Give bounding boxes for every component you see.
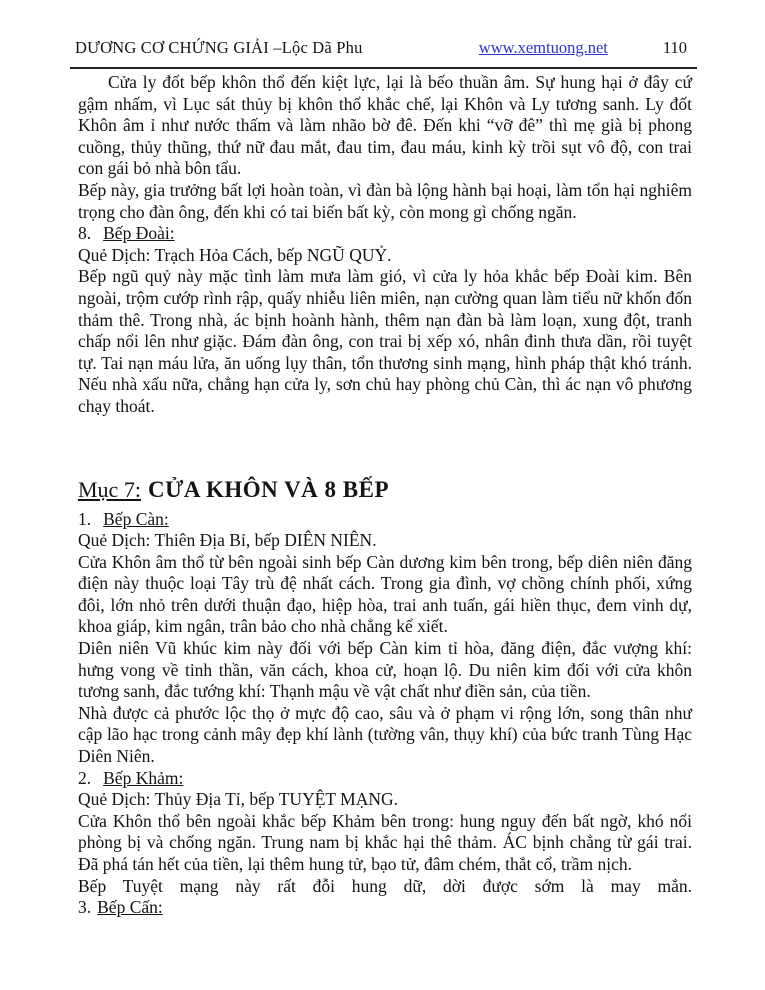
- paragraph-que-dich-ti: Quẻ Dịch: Thủy Địa Tỉ, bếp TUYỆT MẠNG.: [78, 789, 398, 810]
- website-link[interactable]: www.xemtuong.net: [478, 38, 608, 57]
- page-header: [75, 38, 687, 58]
- page-number: 110: [662, 38, 687, 57]
- paragraph-cua-khon-tho: Cửa Khôn thổ bên ngoài khắc bếp Khảm bên trong: hung nguy đến bất ngờ, khó nổi phòng bị và chống ngăn. Trung nam bị khắc hại thê thảm. ÁC bịnh chẳng từ gái trai. Đã phá tán hết của tiền, lại thêm hung tử, bạo tử, đâm chém, thắt cổ, trầm nịch.: [78, 810, 692, 874]
- subsection-label: Bếp Khảm:: [103, 767, 184, 788]
- subsection-label: Bếp Càn:: [103, 508, 169, 529]
- paragraph-bep-ngu-quy: Bếp ngũ quỷ này mặc tình làm mưa làm gió, vì cửa ly hỏa khắc bếp Đoài kim. Bên ngoài, trộm cướp rình rập, quấy nhiễu liên miên, nạn cường quan làm tiểu nữ khốn đốn thảm thê. Trong nhà, ác bịnh hoành hành, thêm nạn đàn bà làm loạn, xung đột, tranh chấp nổi lên như giặc. Đám đàn ông, con trai bị xếp xó, nhân đinh thưa dần, rồi tuyệt tự. Tai nạn máu lửa, ăn uống lụy thân, tổn thương sinh mạng, hình pháp thật khó tránh. Nếu nhà xấu nữa, chẳng hạn cửa ly, sơn chủ hay phòng chủ Càn, thì ác nạn vô phương chạy thoát.: [78, 266, 692, 416]
- section-prefix: Mục 7:: [78, 476, 141, 502]
- subsection-heading-bep-can-3: [78, 897, 692, 919]
- subsection-label: Bếp Cấn:: [97, 897, 163, 918]
- subsection-heading-bep-kham: [78, 768, 692, 790]
- subsection-number: 8.: [78, 223, 92, 244]
- subsection-number: 1.: [78, 508, 92, 529]
- document-body: [78, 69, 692, 919]
- document-title: DƯƠNG CƠ CHỨNG GIẢI –Lộc Dã Phu: [75, 38, 363, 57]
- section-title: CỬA KHÔN VÀ 8 BẾP: [147, 476, 390, 502]
- subsection-label: Bếp Đoài:: [103, 223, 175, 244]
- section-heading-muc-7: [78, 475, 692, 506]
- paragraph-cua-khon-am-tho: Cửa Khôn âm thổ từ bên ngoài sinh bếp Càn dương kim bên trong, bếp diên niên đăng điện này thuộc loại Tây trù đệ nhất cách. Trong gia đình, vợ chồng chính phối, xứng đôi, lớn nhỏ trên dưới thuận đạo, hiệp hòa, trai anh tuấn, gái hiền thục, đem vinh dự, khoa giáp, kim ngân, trân bảo cho nhà chẳng kể xiết.: [78, 551, 692, 637]
- subsection-number: 3.: [78, 897, 92, 918]
- header-right-group: [479, 38, 687, 58]
- subsection-heading-bep-doai: [78, 223, 692, 245]
- paragraph-nha-duoc-phuoc: Nhà được cả phước lộc thọ ở mực độ cao, sâu và ở phạm vi rộng lớn, song thân như cập lão hạc trong cảnh mây đẹp khí lành (tường vân, thụy khí) của bức tranh Tùng Hạc Diên Niên.: [78, 702, 692, 767]
- paragraph-que-dich-cach: Quẻ Dịch: Trạch Hỏa Cách, bếp NGŨ QUỶ.: [78, 244, 392, 265]
- subsection-heading-bep-can: [78, 509, 692, 531]
- subsection-number: 2.: [78, 767, 92, 788]
- paragraph-que-dich-bi: Quẻ Dịch: Thiên Địa Bỉ, bếp DIÊN NIÊN.: [78, 530, 377, 551]
- paragraph-cua-ly: Cửa ly đốt bếp khôn thổ đến kiệt lực, lại là bếo thuần âm. Sự hung hại ở đây cứ gậm nhấm, vì Lục sát thủy bị khôn thổ khắc chế, lại Khôn và Ly tương sanh. Ly đốt Khôn âm ỉ như nước thấm và làm nhão bờ đê. Đến khi “vỡ đê” thì mẹ già bị phong cuồng, thủy thũng, thứ nữ đau mắt, đau tim, đau máu, kinh kỳ trồi sụt vô độ, con trai con gái bỏ nhà bôn tẩu.: [78, 72, 692, 179]
- paragraph-bep-tuyet-mang: Bếp Tuyệt mạng này rất đỗi hung dữ, dời được sớm là may mắn.: [78, 875, 692, 896]
- paragraph-bep-nay: Bếp này, gia trưởng bất lợi hoàn toàn, vì đàn bà lộng hành bại hoại, làm tổn hại nghiêm trọng cho đàn ông, đến khi có tai biến bất kỳ, còn mong gì chống ngăn.: [78, 179, 692, 222]
- paragraph-dien-nien: Diên niên Vũ khúc kim này đối với bếp Càn kim tỉ hòa, đăng điện, đắc vượng khí: hưng vong về tinh thần, văn cách, khoa cử, hoạn lộ. Du niên kim đối với cửa khôn tương sanh, đắc tướng khí: Thạnh mậu về vật chất như điền sản, của tiền.: [78, 638, 692, 702]
